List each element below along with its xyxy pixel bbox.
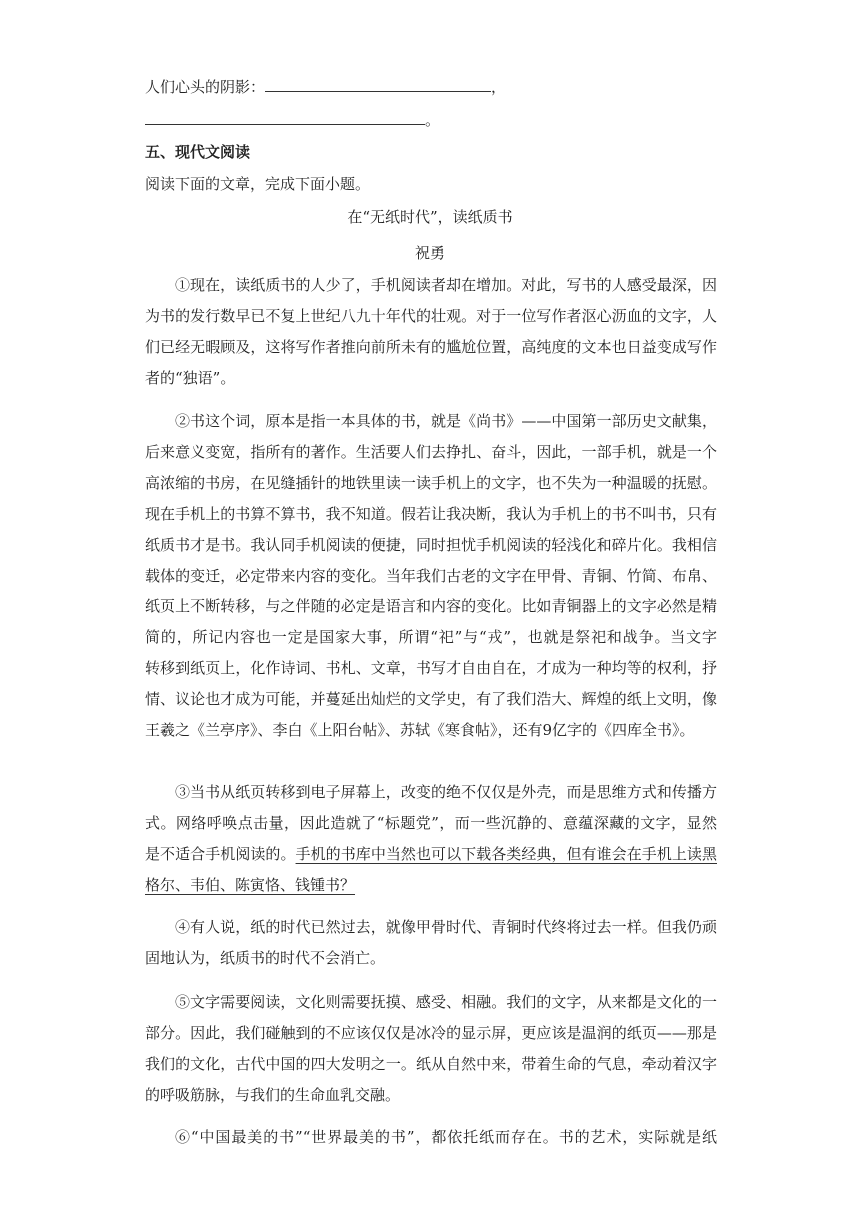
paragraph-3-text: 是不适合手机阅读的。: [145, 844, 296, 863]
paragraph-6-row: ⑥“中国最美的书”“世界最美的书”，都依托纸而存在。书的艺术，实际就是纸: [175, 1128, 717, 1146]
paragraph-2-row: 转移到纸页上，化作诗词、书札、文章，书写才自由自在，才成为一种均等的权利，抒: [145, 659, 717, 678]
fill-blank-prefix: 人们心头的阴影：: [145, 78, 266, 96]
underlined-sentence-end: 格尔、韦伯、陈寅恪、钱锺书？: [145, 875, 356, 894]
paragraph-1-row: 为书的发行数早已不复上世纪八九十年代的壮观。对于一位写作者沤心沥血的文字，人: [145, 306, 717, 325]
answer-blank-1[interactable]: [265, 77, 491, 92]
article-title: 在“无纸时代”，读纸质书: [347, 208, 513, 226]
paragraph-4: [145, 912, 717, 974]
paragraph-5-row: 部分。因此，我们碰触到的不应该仅仅是冰冷的显示屏，更应该是温润的纸页——那是: [145, 1023, 717, 1042]
paragraph-2-row: 现在手机上的书算不算书，我不知道。假若让我决断，我认为手机上的书不叫书，只有: [145, 504, 717, 523]
fill-blank-line-1: [145, 77, 506, 97]
paragraph-2-row: 载体的变迁，必定带来内容的变化。当年我们古老的文字在甲骨、青铜、竹简、布帛、: [145, 566, 717, 585]
paragraph-2-row: 情、议论也才成为可能，并蔓延出灿烂的文学史，有了我们浩大、辉煌的纸上文明，像: [145, 690, 717, 709]
fill-blank-comma: ，: [491, 78, 507, 96]
paragraph-5-row: ⑤文字需要阅读，文化则需要抚摸、感受、相融。我们的文字，从来都是文化的一: [175, 993, 717, 1011]
paragraph-1-row: 者的“独语”。: [145, 368, 236, 387]
fill-blank-line-2: [145, 110, 440, 130]
paragraph-5-row: 的呼吸筋脉，与我们的生命血乳交融。: [145, 1085, 401, 1104]
paragraph-2-row: 高浓缩的书房，在见缝插针的地铁里读一读手机上的文字，也不失为一种温暖的抚慰。: [145, 473, 717, 492]
paragraph-1-row: 们已经无暇顾及，这将写作者推向前所未有的尴尬位置，高纯度的文本也日益变成写作: [145, 337, 717, 356]
paragraph-3-row: [145, 839, 717, 870]
paragraph-3-row: ③当书从纸页转移到电子屏幕上，改变的绝不仅仅是外壳，而是思维方式和传播方: [175, 783, 717, 801]
answer-blank-2[interactable]: [145, 110, 425, 125]
paragraph-1-row: ①现在，读纸质书的人少了，手机阅读者却在增加。对此，写书的人感受最深，因: [175, 276, 717, 294]
underlined-sentence: 手机的书库中当然也可以下载各类经典，但有谁会在手机上读黑: [295, 844, 717, 863]
paragraph-2: [145, 406, 717, 746]
paragraph-5-row: 我们的文化，古代中国的四大发明之一。纸从自然中来，带着生命的气息，牵动着汉字: [145, 1054, 717, 1073]
paragraph-3: [145, 777, 717, 901]
paragraph-4-row: ④有人说，纸的时代已然过去，就像甲骨时代、青铜时代终将过去一样。但我仍顽: [175, 918, 717, 936]
paragraph-2-row: 后来意义变宽，指所有的著作。生活要人们去挣扎、奋斗，因此，一部手机，就是一个: [145, 442, 717, 461]
paragraph-4-row: 固地认为，纸质书的时代不会消亡。: [145, 948, 386, 967]
fill-blank-period: 。: [425, 111, 441, 129]
section-instruction: 阅读下面的文章，完成下面小题。: [145, 175, 371, 193]
paragraph-5: [145, 987, 717, 1111]
paragraph-2-row: 纸页上不断转移，与之伴随的必定是语言和内容的变化。比如青铜器上的文字必然是精: [145, 597, 717, 616]
paragraph-2-row: 纸质书才是书。我认同手机阅读的便捷，同时担忧手机阅读的轻浅化和碎片化。我相信: [145, 535, 717, 554]
paragraph-2-row: 王羲之《兰亭序》、李白《上阳台帖》、苏轼《寒食帖》，还有9亿字的《四库全书》。: [145, 721, 695, 740]
paragraph-6: [145, 1122, 717, 1153]
section-title: 五、现代文阅读: [145, 143, 251, 161]
paragraph-1: [145, 270, 717, 394]
paragraph-2-row: 简的，所记内容也一定是国家大事，所谓“祀”与“戎”，也就是祭祀和战争。当文字: [145, 628, 717, 647]
paragraph-3-row: 式。网络呼唤点击量，因此造就了“标题党”，而一些沉静的、意蕴深藏的文字，显然: [145, 813, 717, 832]
article-author: 祝勇: [414, 244, 445, 262]
paragraph-2-row: ②书这个词，原本是指一本具体的书，就是《尚书》——中国第一部历史文献集，: [175, 412, 717, 430]
